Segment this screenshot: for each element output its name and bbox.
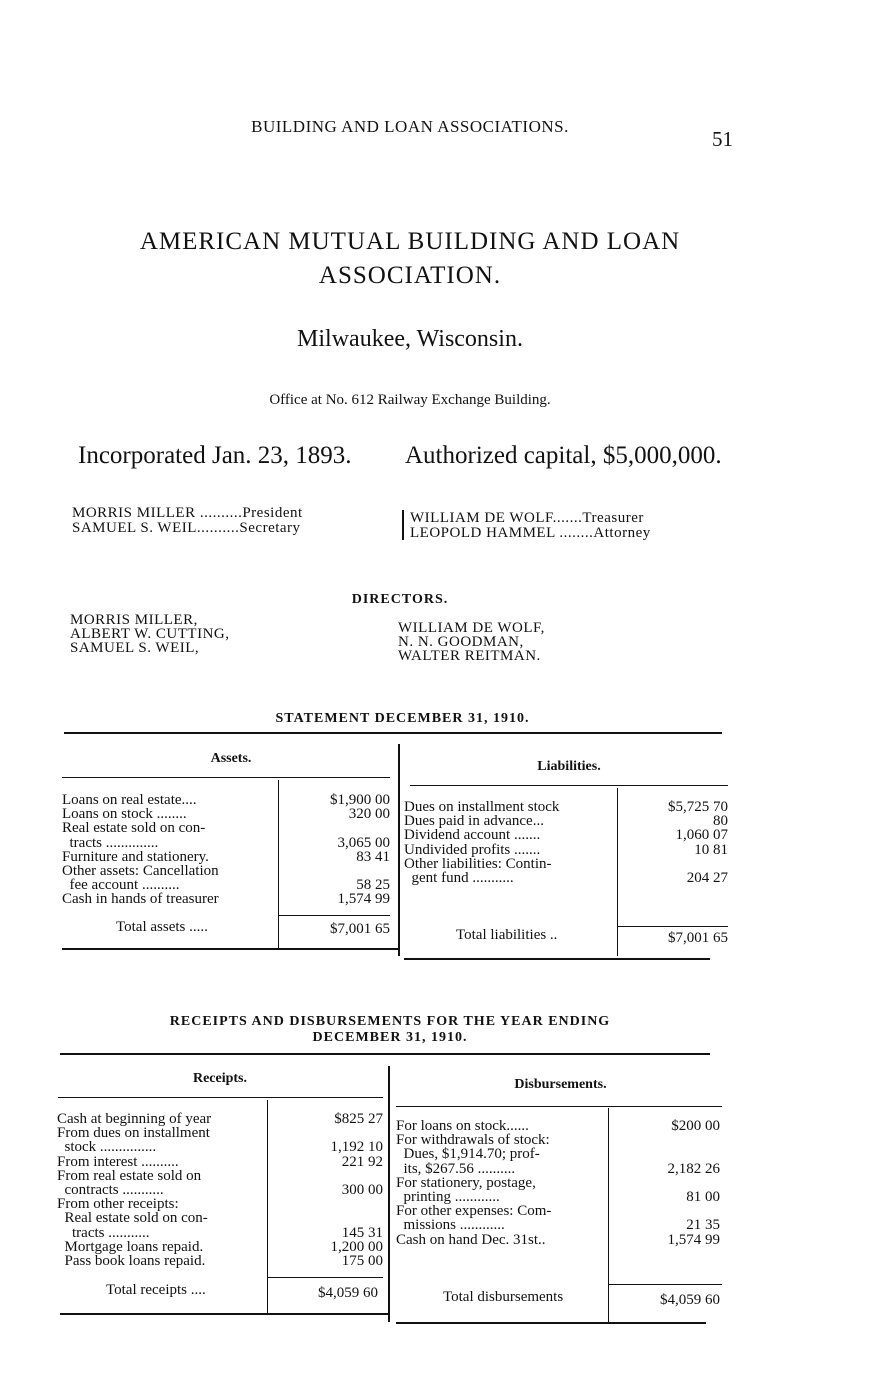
- officer-attorney: LEOPOLD HAMMEL ........Attorney: [410, 525, 651, 541]
- row-label: Dues paid in advance...: [404, 814, 544, 829]
- disbursements-total-rule: [608, 1284, 722, 1285]
- row-label: For withdrawals of stock:: [396, 1133, 550, 1148]
- table-row: [396, 1147, 722, 1161]
- row-label: For loans on stock......: [396, 1119, 529, 1134]
- row-label: For stationery, postage,: [396, 1175, 536, 1190]
- receipts-bottom-rule: [60, 1313, 388, 1315]
- row-amount: 10 81: [694, 841, 728, 858]
- table-row: [396, 1233, 722, 1247]
- authorized-capital: Authorized capital, $5,000,000.: [405, 442, 722, 469]
- director-name: WALTER REITMAN.: [398, 648, 541, 664]
- statement-center-rule: [398, 744, 400, 956]
- table-row: [404, 828, 730, 842]
- row-amount: $825 27: [334, 1111, 383, 1127]
- director-name: MORRIS MILLER,: [70, 612, 198, 628]
- receipts-total-label: Total receipts ....: [106, 1282, 206, 1298]
- directors-left: [70, 613, 230, 655]
- table-row: [396, 1133, 722, 1147]
- assets-total-amount: $7,001 65: [330, 921, 390, 937]
- disbursements-total-label: Total disbursements: [443, 1289, 564, 1305]
- city: Milwaukee, Wisconsin.: [297, 326, 523, 352]
- row-label: Cash in hands of treasurer: [62, 892, 219, 907]
- row-amount: $5,725 70: [668, 799, 728, 815]
- row-label: fee account ..........: [62, 878, 180, 893]
- table-row: [62, 836, 392, 850]
- table-row: [57, 1211, 385, 1225]
- office-address: Office at No. 612 Railway Exchange Building.: [269, 392, 551, 408]
- row-amount: 221 92: [341, 1153, 383, 1170]
- row-label: Other assets: Cancellation: [62, 863, 219, 879]
- rd-center-rule: [388, 1066, 390, 1322]
- table-row: [62, 821, 392, 835]
- disbursements-total-amount: $4,059 60: [660, 1292, 720, 1308]
- table-row: [62, 807, 392, 821]
- row-label: Dues on installment stock: [404, 800, 560, 815]
- assets-heading: Assets.: [210, 751, 252, 766]
- row-amount: $1,900 00: [330, 792, 390, 808]
- row-amount: 175 00: [341, 1252, 383, 1269]
- row-amount: 1,060 07: [675, 827, 728, 844]
- row-label: Other liabilities: Contin-: [404, 856, 552, 871]
- disbursements-table: [396, 1119, 722, 1247]
- table-row: [57, 1140, 385, 1154]
- table-row: [396, 1119, 722, 1133]
- assets-bottom-rule: [62, 948, 398, 950]
- liabilities-total-amount: $7,001 65: [668, 930, 728, 946]
- officer-secretary: SAMUEL S. WEIL..........Secretary: [72, 520, 301, 536]
- officer-treasurer: WILLIAM DE WOLF.......Treasurer: [410, 510, 644, 526]
- row-amount: 21 35: [686, 1217, 720, 1234]
- row-label: Furniture and stationery.: [62, 849, 209, 864]
- row-label: Real estate sold on con-: [62, 821, 206, 836]
- director-name: ALBERT W. CUTTING,: [70, 626, 230, 642]
- assets-total-rule: [278, 915, 390, 916]
- row-label: stock ...............: [57, 1140, 157, 1155]
- row-amount: 2,182 26: [667, 1160, 720, 1177]
- row-label: its, $267.56 ..........: [396, 1161, 516, 1176]
- row-amount: 204 27: [686, 869, 728, 886]
- table-row: [57, 1169, 385, 1183]
- table-row: [404, 871, 730, 885]
- row-amount: 300 00: [341, 1181, 383, 1198]
- disbursements-header-rule: [396, 1106, 722, 1107]
- row-amount: 1,200 00: [330, 1238, 383, 1255]
- row-label: Cash at beginning of year: [57, 1112, 212, 1127]
- liabilities-bottom-rule: [404, 958, 710, 960]
- receipts-total-rule: [267, 1277, 383, 1278]
- table-row: [62, 878, 392, 892]
- table-row: [57, 1197, 385, 1211]
- statement-heading: STATEMENT DECEMBER 31, 1910.: [275, 711, 530, 726]
- director-name: SAMUEL S. WEIL,: [70, 640, 200, 656]
- receipts-table: [57, 1112, 385, 1268]
- row-label: From interest ..........: [57, 1154, 179, 1169]
- table-row: [396, 1190, 722, 1204]
- table-row: [57, 1240, 385, 1254]
- liabilities-total-rule: [617, 926, 728, 927]
- row-label: Dividend account .......: [404, 828, 541, 843]
- row-label: tracts ...........: [57, 1225, 150, 1240]
- table-row: [62, 793, 392, 807]
- row-label: Loans on real estate....: [62, 793, 197, 808]
- rd-heading: [60, 1014, 720, 1046]
- row-amount: 83 41: [356, 848, 390, 865]
- director-name: N. N. GOODMAN,: [398, 634, 524, 650]
- row-label: Loans on stock ........: [62, 807, 187, 822]
- row-amount: 320 00: [348, 806, 390, 823]
- table-row: [396, 1176, 722, 1190]
- row-label: From other receipts:: [57, 1197, 179, 1212]
- directors-right: [398, 621, 545, 663]
- statement-top-rule: [64, 732, 722, 734]
- row-amount: 145 31: [341, 1224, 383, 1241]
- disbursements-heading: Disbursements.: [514, 1077, 607, 1092]
- row-label: printing ............: [396, 1189, 500, 1205]
- table-row: [404, 814, 730, 828]
- rd-heading-line1: RECEIPTS AND DISBURSEMENTS FOR THE YEAR ENDING: [169, 1014, 611, 1029]
- officers-divider: [402, 510, 404, 540]
- table-row: [62, 892, 392, 906]
- assets-table: [62, 793, 392, 907]
- receipts-total-amount: $4,059 60: [318, 1285, 378, 1301]
- table-row: [404, 843, 730, 857]
- row-amount: 1,574 99: [667, 1231, 720, 1248]
- table-row: [404, 800, 730, 814]
- receipts-header-rule: [58, 1097, 383, 1098]
- row-label: Pass book loans repaid.: [57, 1253, 206, 1269]
- table-row: [396, 1162, 722, 1176]
- table-row: [57, 1112, 385, 1126]
- incorporated-date: Incorporated Jan. 23, 1893.: [78, 442, 352, 469]
- row-label: tracts ..............: [62, 835, 159, 850]
- table-row: [62, 850, 392, 864]
- running-head: BUILDING AND LOAN ASSOCIATIONS.: [251, 117, 569, 136]
- row-label: contracts ...........: [57, 1182, 164, 1198]
- row-label: Cash on hand Dec. 31st..: [396, 1232, 546, 1247]
- table-row: [57, 1155, 385, 1169]
- receipts-heading: Receipts.: [192, 1071, 248, 1086]
- assets-header-rule: [62, 777, 390, 778]
- row-label: For other expenses: Com-: [396, 1204, 552, 1219]
- liabilities-heading: Liabilities.: [537, 759, 601, 774]
- table-row: [62, 864, 392, 878]
- row-amount: 1,574 99: [337, 891, 390, 908]
- table-row: [57, 1126, 385, 1140]
- table-row: [396, 1204, 722, 1218]
- row-amount: 81 00: [686, 1188, 720, 1205]
- table-row: [404, 857, 730, 871]
- table-row: [57, 1226, 385, 1240]
- row-amount: 80: [713, 813, 728, 830]
- row-label: Dues, $1,914.70; prof-: [396, 1147, 540, 1162]
- liabilities-header-rule: [410, 785, 728, 786]
- liabilities-table: [404, 800, 730, 885]
- row-amount: 3,065 00: [337, 834, 390, 851]
- row-label: Undivided profits .......: [404, 842, 541, 857]
- rd-top-rule: [60, 1053, 710, 1055]
- disbursements-bottom-rule: [396, 1322, 706, 1324]
- liabilities-total-label: Total liabilities ..: [456, 927, 558, 943]
- table-row: [396, 1218, 722, 1232]
- table-row: [57, 1183, 385, 1197]
- directors-heading: DIRECTORS.: [351, 592, 449, 607]
- officer-president: MORRIS MILLER ..........President: [72, 505, 303, 521]
- row-label: From real estate sold on: [57, 1168, 202, 1183]
- association-title-line2: ASSOCIATION.: [318, 262, 502, 289]
- assets-total-label: Total assets .....: [116, 919, 208, 935]
- row-amount: 1,192 10: [330, 1139, 383, 1156]
- row-label: missions ............: [396, 1218, 505, 1233]
- row-label: gent fund ...........: [404, 870, 514, 886]
- rd-heading-line2: DECEMBER 31, 1910.: [312, 1030, 468, 1045]
- row-label: Real estate sold on con-: [57, 1211, 208, 1226]
- row-label: Mortgage loans repaid.: [57, 1239, 204, 1254]
- row-amount: 58 25: [356, 877, 390, 894]
- row-amount: $200 00: [671, 1118, 720, 1134]
- row-label: From dues on installment: [57, 1126, 210, 1141]
- association-title-line1: AMERICAN MUTUAL BUILDING AND LOAN: [139, 228, 681, 255]
- table-row: [57, 1254, 385, 1268]
- page-number: 51: [712, 127, 733, 151]
- director-name: WILLIAM DE WOLF,: [398, 620, 545, 636]
